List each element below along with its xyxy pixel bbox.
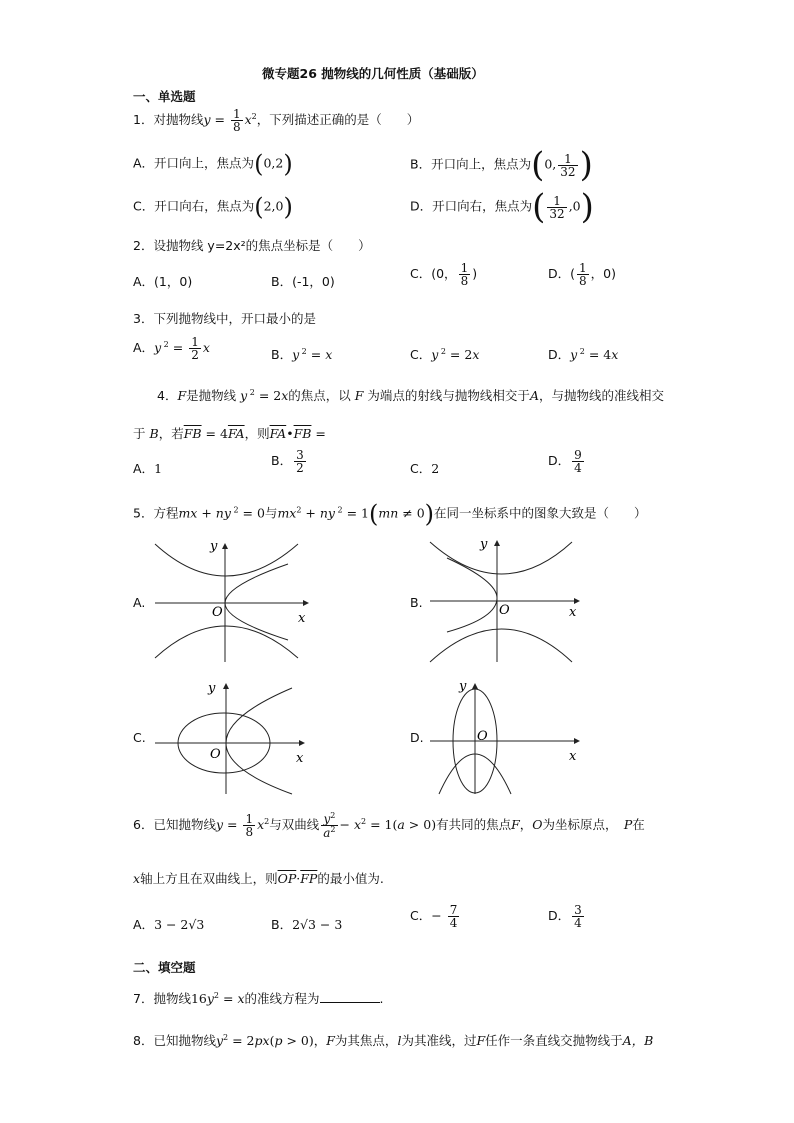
question-6-option-b[interactable]: B．2√3 − 3 (271, 917, 343, 932)
svg-text:x: x (298, 611, 306, 626)
question-2-option-c[interactable]: C．(0， $\frac{1}{8}$ ) (410, 261, 478, 288)
question-6-line-1: 6．已知抛物线y = $\frac{1}{8}$ $x^2$与双曲线 $\frac{y^2}{a^2}$ − $x^2 = 1(a > 0)$有共同的焦点F，O为坐标原点， P在 (133, 811, 645, 840)
question-4-option-d[interactable]: D． $\frac{9}{4}$ (548, 448, 582, 475)
question-3-option-b[interactable]: B．y $^2$ = x (271, 346, 333, 362)
svg-text:O: O (499, 603, 510, 618)
question-4-option-c[interactable]: C．2 (410, 461, 440, 476)
svg-text:O: O (477, 729, 488, 744)
question-3-option-d[interactable]: D．y $^2$ = 4x (548, 346, 619, 362)
question-6-option-d[interactable]: D． $\frac{3}{4}$ (548, 903, 582, 930)
question-1-option-d[interactable]: D．开口向右，焦点为( $\frac{1}{32}$ ,0) (410, 187, 594, 227)
question-1-stem: 1．对抛物线y = $\frac{1}{8}$ $x^2$，下列描述正确的是（ ） (133, 107, 420, 134)
question-8-line-1: 8．已知抛物线$y^2 = 2px(p > 0)$，F为其焦点，l为其准线，过F任作一条直线交抛物线于A，B (133, 1032, 654, 1048)
question-3-stem: 3．下列抛物线中，开口最小的是 (133, 311, 316, 326)
question-2-stem: 2．设抛物线 y=2x²的焦点坐标是（ ） (133, 238, 371, 253)
svg-text:y: y (480, 537, 488, 552)
section-heading-fill: 二、填空题 (133, 960, 196, 975)
question-5-stem: 5．方程mx + ny $^2$ = 0与$mx^2$ + ny $^2$ = 1(mn ≠ 0)在同一坐标系中的图象大致是（ ） (133, 500, 647, 528)
graph-b (427, 536, 587, 664)
question-6-option-a[interactable]: A．3 − 2√3 (133, 917, 205, 932)
svg-text:O: O (210, 747, 221, 762)
svg-text:x: x (569, 605, 577, 620)
svg-text:O: O (212, 605, 223, 620)
section-heading-single: 一、单选题 (133, 89, 196, 104)
hyperbola-lower (155, 626, 298, 658)
question-5-option-c[interactable]: C. (133, 730, 146, 745)
question-6-option-c[interactable]: C．− $\frac{7}{4}$ (410, 903, 458, 930)
graph-c (150, 676, 312, 798)
svg-text:x: x (569, 749, 577, 764)
question-2-option-d[interactable]: D．( $\frac{1}{8}$ ，0) (548, 261, 616, 288)
question-1-option-a[interactable]: A．开口向上，焦点为(0,2) (133, 150, 293, 178)
graph-a (150, 536, 315, 664)
svg-text:x: x (296, 751, 304, 766)
question-4-line-2: 于 B，若$\overline{FB} = 4\overline{FA}$，则$\overline{FA}•\overline{FB}$ = (133, 426, 326, 441)
question-2-option-b[interactable]: B．(-1，0) (271, 274, 335, 289)
question-3-option-a[interactable]: A．y $^2$ = $\frac{1}{2}$ x (133, 335, 210, 362)
question-1-option-c[interactable]: C．开口向右，焦点为(2,0) (133, 193, 293, 221)
svg-text:y: y (459, 679, 467, 694)
graph-d (427, 676, 587, 798)
question-4-line-1: 4．F是抛物线 y $^2$ = 2x的焦点，以 F 为端点的射线与抛物线相交于A，与抛物线的准线相交 (157, 387, 664, 403)
svg-text:y: y (208, 681, 216, 696)
answer-blank[interactable] (320, 992, 380, 1003)
question-4-option-a[interactable]: A．1 (133, 461, 163, 476)
question-5-option-a[interactable]: A. (133, 595, 146, 610)
question-1-option-b[interactable]: B．开口向上，焦点为(0, $\frac{1}{32}$ ) (410, 145, 593, 185)
hyperbola-upper (155, 544, 298, 576)
question-5-option-b[interactable]: B. (410, 595, 423, 610)
question-7: 7．抛物线$16y^2 = x$的准线方程为 . (133, 990, 384, 1006)
page-title: 微专题26 抛物线的几何性质（基础版） (262, 66, 484, 81)
question-2-option-a[interactable]: A．(1，0) (133, 274, 193, 289)
question-6-line-2: x轴上方且在双曲线上，则$\overline{OP}\cdot\overline{FP}$的最小值为. (133, 871, 384, 886)
question-3-option-c[interactable]: C．y $^2$ = 2x (410, 346, 480, 362)
svg-text:y: y (210, 539, 218, 554)
question-4-option-b[interactable]: B． $\frac{3}{2}$ (271, 448, 304, 475)
question-5-option-d[interactable]: D. (410, 730, 424, 745)
